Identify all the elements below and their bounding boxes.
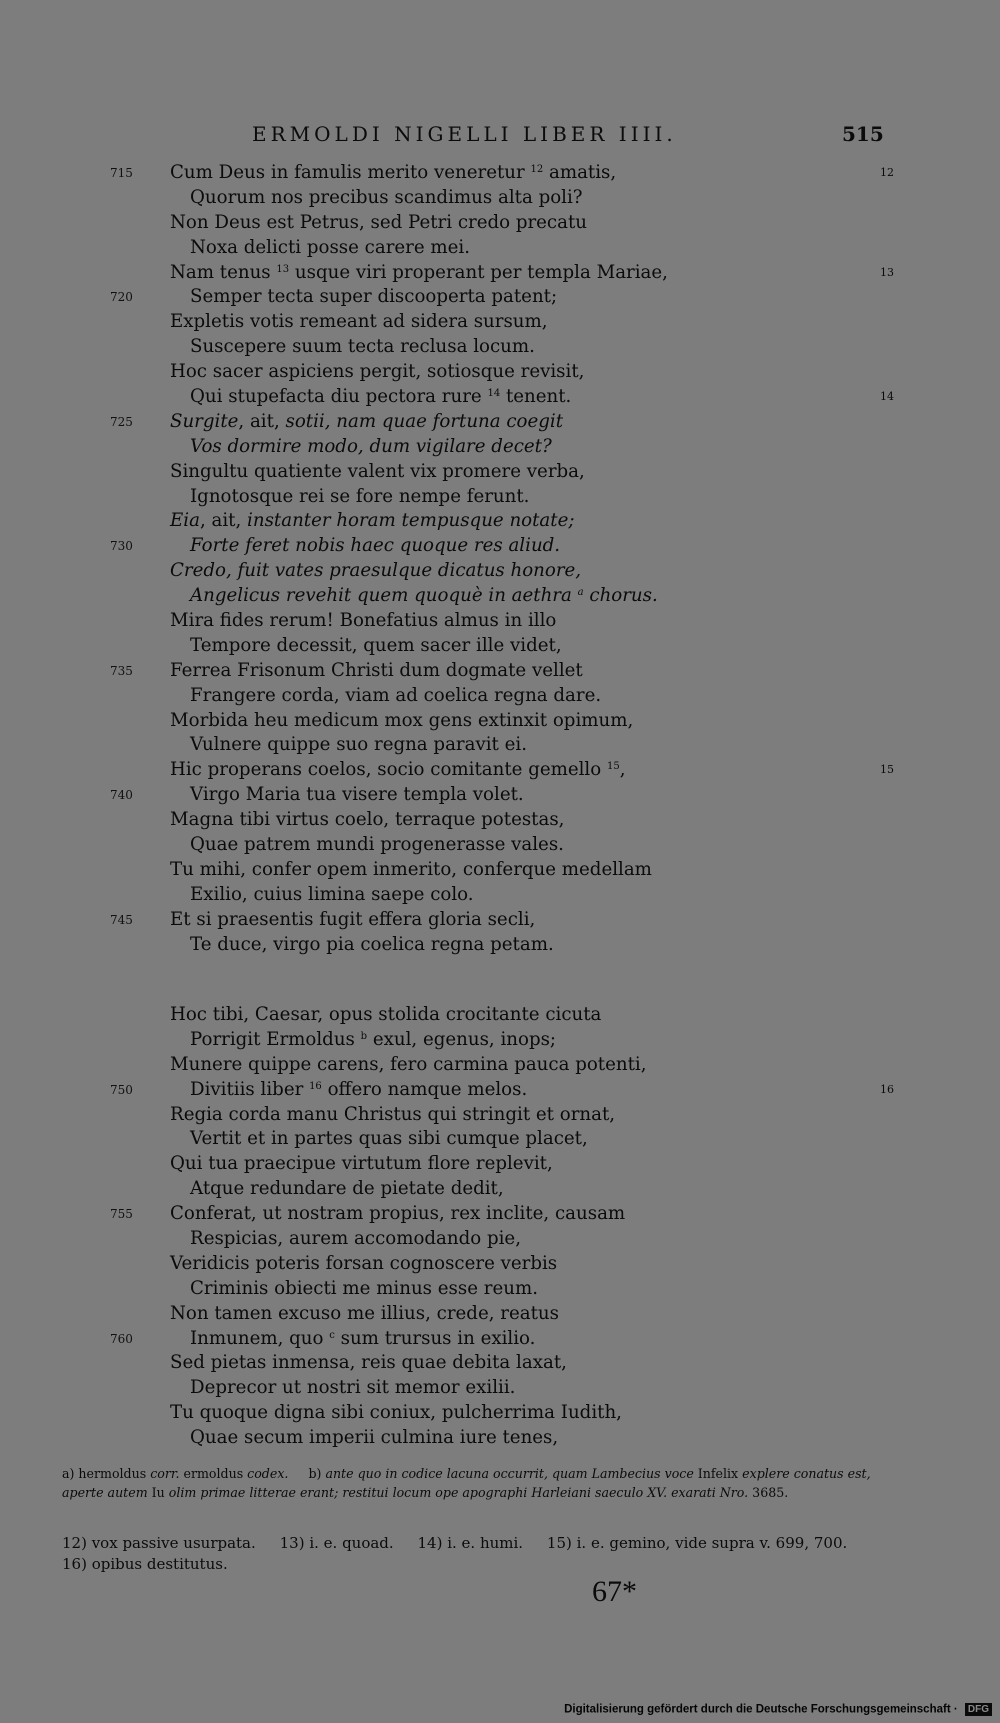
verse-text: Quae patrem mundi progenerasse vales. bbox=[190, 834, 564, 856]
verse-line bbox=[0, 808, 1000, 833]
verse-line bbox=[0, 1152, 1000, 1177]
verse-text: Divitiis liber $^{16}$ offero namque melos. bbox=[190, 1078, 528, 1100]
margin-note-number: 12 bbox=[880, 166, 894, 179]
verse-line bbox=[0, 1227, 1000, 1252]
verse-text: Qui stupefacta diu pectora rure $^{14}$ tenent. bbox=[190, 386, 572, 408]
footnote-letters: a) hermoldus corr. ermoldus codex. b) ante quo in codice lacuna occurrit, quam Lambecius voce Infelix explere conatus est, aperte autem Iu olim primae litterae erant; restitui locum ope apographi Harleiani saeculo XV. exarati Nro. 3685. bbox=[62, 1466, 871, 1500]
verse-line bbox=[0, 933, 1000, 958]
verse-line bbox=[0, 1053, 1000, 1078]
verse-line bbox=[0, 584, 1000, 609]
verse-text: Hoc sacer aspiciens pergit, sotiosque revisit, bbox=[170, 361, 585, 383]
verse-line bbox=[0, 310, 1000, 335]
line-number: 730 bbox=[110, 539, 133, 554]
line-number: 740 bbox=[110, 788, 133, 803]
verse-text: Porrigit Ermoldus $^b$ exul, egenus, inops; bbox=[190, 1028, 557, 1050]
verse-text: Hic properans coelos, socio comitante gemello $^{15}$, bbox=[170, 759, 626, 781]
verse-line bbox=[0, 1177, 1000, 1202]
verse-text: Respicias, aurem accomodando pie, bbox=[190, 1228, 521, 1250]
digitization-credit: Digitalisierung gefördert durch die Deutsche Forschungsgemeinschaft · DFG bbox=[564, 1703, 992, 1716]
margin-note-number: 16 bbox=[880, 1082, 894, 1096]
verse-line bbox=[0, 709, 1000, 734]
verse-line bbox=[0, 1028, 1000, 1053]
verse-line bbox=[0, 1277, 1000, 1302]
verse-text: Te duce, virgo pia coelica regna petam. bbox=[190, 933, 554, 955]
verse-line bbox=[0, 1078, 1000, 1103]
verse-text: Non tamen excuso me illius, crede, reatus bbox=[170, 1302, 559, 1324]
verse-text: Ferrea Frisonum Christi dum dogmate vellet bbox=[170, 659, 583, 681]
line-number: 745 bbox=[110, 912, 133, 927]
verse-text: Magna tibi virtus coelo, terraque potestas, bbox=[170, 809, 565, 831]
line-number: 715 bbox=[110, 166, 133, 180]
verse-text: Tu mihi, confer opem inmerito, conferque medellam bbox=[170, 858, 652, 880]
verse-line bbox=[0, 758, 1000, 783]
verse-line bbox=[0, 833, 1000, 858]
verse-line bbox=[0, 1202, 1000, 1227]
verse-line bbox=[0, 385, 1000, 410]
verse-text: Surgite, ait, sotii, nam quae fortuna coegit bbox=[170, 410, 564, 432]
verse-line bbox=[0, 211, 1000, 236]
verse-line bbox=[0, 858, 1000, 883]
line-number: 760 bbox=[110, 1331, 133, 1346]
verse-text: Exilio, cuius limina saepe colo. bbox=[190, 883, 474, 905]
verse-text: Virgo Maria tua visere templa volet. bbox=[190, 784, 524, 806]
verse-text: Nam tenus $^{13}$ usque viri properant per templa Mariae, bbox=[170, 261, 668, 283]
poem-stanza-1 bbox=[0, 161, 1000, 958]
verse-line bbox=[0, 908, 1000, 933]
verse-line bbox=[0, 534, 1000, 559]
margin-note-number: 14 bbox=[880, 390, 894, 404]
verse-text: Atque redundare de pietate dedit, bbox=[190, 1178, 504, 1200]
verse-line bbox=[0, 783, 1000, 808]
verse-line bbox=[0, 684, 1000, 709]
verse-text: Cum Deus in famulis merito veneretur $^{12}$ amatis, bbox=[170, 162, 617, 183]
verse-text: Tempore decessit, quem sacer ille videt, bbox=[190, 634, 562, 656]
verse-line bbox=[0, 1103, 1000, 1128]
verse-text: Frangere corda, viam ad coelica regna dare. bbox=[190, 684, 602, 706]
verse-text: Quorum nos precibus scandimus alta poli? bbox=[190, 186, 583, 208]
verse-text: Munere quippe carens, fero carmina pauca potenti, bbox=[170, 1053, 647, 1075]
margin-note-number: 13 bbox=[880, 265, 894, 279]
verse-line bbox=[0, 485, 1000, 510]
verse-text: Qui tua praecipue virtutum flore replevit, bbox=[170, 1153, 553, 1175]
verse-line bbox=[0, 559, 1000, 584]
verse-text: Tu quoque digna sibi coniux, pulcherrima Iudith, bbox=[170, 1402, 622, 1424]
verse-text: Noxa delicti posse carere mei. bbox=[190, 236, 471, 258]
verse-line bbox=[0, 1351, 1000, 1376]
verse-text: Semper tecta super discooperta patent; bbox=[190, 286, 558, 308]
verse-line bbox=[0, 335, 1000, 360]
verse-text: Inmunem, quo $^c$ sum trursus in exilio. bbox=[190, 1327, 536, 1349]
poem-stanza-2 bbox=[0, 1003, 1000, 1451]
digitization-note: Digitalisierung gefördert durch die Deutsche Forschungsgemeinschaft bbox=[564, 1703, 951, 1716]
verse-text: Regia corda manu Christus qui stringit et ornat, bbox=[170, 1103, 616, 1125]
footnote-numbers: 12) vox passive usurpata. 13) i. e. quoad. 14) i. e. humi. 15) i. e. gemino, vide supra v. 699, 700. 16) opibus destitutus. bbox=[62, 1534, 867, 1573]
verse-line bbox=[0, 460, 1000, 485]
verse-line bbox=[0, 360, 1000, 385]
verse-line bbox=[0, 186, 1000, 211]
verse-text: Non Deus est Petrus, sed Petri credo precatu bbox=[170, 211, 587, 233]
verse-line bbox=[0, 609, 1000, 634]
verse-text: Ignotosque rei se fore nempe ferunt. bbox=[190, 485, 530, 507]
verse-line bbox=[0, 1327, 1000, 1352]
verse-line bbox=[0, 733, 1000, 758]
verse-text: Hoc tibi, Caesar, opus stolida crocitante cicuta bbox=[170, 1004, 602, 1025]
verse-line bbox=[0, 1376, 1000, 1401]
line-number: 750 bbox=[110, 1082, 133, 1097]
verse-text: Morbida heu medicum mox gens extinxit opimum, bbox=[170, 709, 634, 731]
verse-text: Suscepere suum tecta reclusa locum. bbox=[190, 336, 535, 358]
running-title: ERMOLDI NIGELLI LIBER IIII. bbox=[252, 122, 677, 146]
verse-text: Singultu quatiente valent vix promere verba, bbox=[170, 460, 585, 482]
verse-text: Conferat, ut nostram propius, rex inclite, causam bbox=[170, 1203, 626, 1225]
verse-text: Angelicus revehit quem quoquè in aethra $^a$ chorus. bbox=[190, 585, 658, 607]
page-number: 515 bbox=[842, 122, 884, 146]
verse-line bbox=[0, 883, 1000, 908]
verse-line bbox=[0, 1003, 1000, 1028]
verse-line bbox=[0, 1127, 1000, 1152]
verse-text: Sed pietas inmensa, reis quae debita laxat, bbox=[170, 1352, 567, 1374]
verse-line bbox=[0, 435, 1000, 460]
running-header bbox=[0, 122, 1000, 152]
verse-line bbox=[0, 285, 1000, 310]
verse-text: Quae secum imperii culmina iure tenes, bbox=[190, 1427, 559, 1449]
verse-text: Forte feret nobis haec quoque res aliud. bbox=[190, 535, 561, 557]
margin-note-number: 15 bbox=[880, 763, 894, 777]
verse-line bbox=[0, 1302, 1000, 1327]
verse-line bbox=[0, 236, 1000, 261]
verse-text: Vos dormire modo, dum vigilare decet? bbox=[190, 435, 552, 457]
verse-line bbox=[0, 1426, 1000, 1451]
verse-text: Criminis obiecti me minus esse reum. bbox=[190, 1277, 538, 1299]
dfg-logo: DFG bbox=[965, 1703, 992, 1716]
line-number: 725 bbox=[110, 414, 133, 429]
verse-text: Credo, fuit vates praesulque dicatus honore, bbox=[170, 560, 582, 582]
verse-line bbox=[0, 659, 1000, 684]
verse-line bbox=[0, 161, 1000, 186]
signature-mark: 67* bbox=[592, 1575, 637, 1608]
verse-line bbox=[0, 1252, 1000, 1277]
verse-line bbox=[0, 634, 1000, 659]
line-number: 735 bbox=[110, 663, 133, 678]
verse-text: Veridicis poteris forsan cognoscere verbis bbox=[170, 1252, 558, 1274]
verse-text: Vulnere quippe suo regna paravit ei. bbox=[190, 734, 528, 756]
verse-line bbox=[0, 261, 1000, 286]
verse-text: Deprecor ut nostri sit memor exilii. bbox=[190, 1377, 516, 1399]
verse-line bbox=[0, 1401, 1000, 1426]
verse-line bbox=[0, 509, 1000, 534]
verse-text: Eia, ait, instanter horam tempusque notate; bbox=[170, 510, 575, 532]
verse-text: Vertit et in partes quas sibi cumque placet, bbox=[190, 1128, 588, 1150]
verse-text: Et si praesentis fugit effera gloria secli, bbox=[170, 908, 536, 930]
line-number: 755 bbox=[110, 1207, 133, 1222]
line-number: 720 bbox=[110, 290, 133, 305]
verse-line bbox=[0, 410, 1000, 435]
verse-text: Expletis votis remeant ad sidera sursum, bbox=[170, 311, 548, 333]
verse-text: Mira fides rerum! Bonefatius almus in illo bbox=[170, 610, 557, 632]
